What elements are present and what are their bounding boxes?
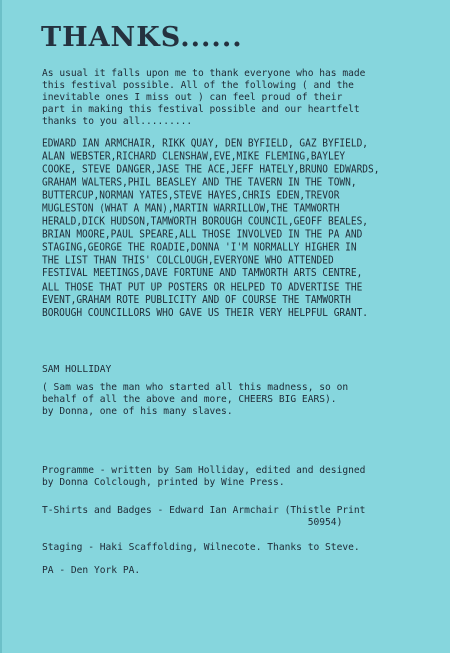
intro-paragraph: As usual it falls upon me to thank everyone who has made this festival possible. All of the following ( and the inevitable ones I miss out ) can feel proud of their part in making this festival possible and our heartfelt thanks to you all.........: [42, 68, 366, 128]
thanks-names-list: EDWARD IAN ARMCHAIR, RIKK QUAY, DEN BYFIELD, GAZ BYFIELD, ALAN WEBSTER,RICHARD CLENSHAW,EVE,MIKE FLEMING,BAYLEY COOKE, STEVE DANGER,JASE THE ACE,JEFF HATELY,BRUNO EDWARDS, GRAHAM WALTERS,PHIL BEASLEY AND THE TAVERN IN THE TOWN, BUTTERCUP,NORMAN YATES,STEVE HAYES,CHRIS EDEN,TREVOR MUGLESTON (WHAT A MAN),MARTIN WARRILLOW,THE TAMWORTH HERALD,DICK HUDSON,TAMWORTH BOROUGH COUNCIL,GEOFF BEALES, BRIAN MOORE,PAUL SPEARE,ALL THOSE INVOLVED IN THE PA AND STAGING,GEORGE THE ROADIE,DONNA 'I'M NORMALLY HIGHER IN THE LIST THAN THIS' COLCLOUGH,EVERYONE WHO ATTENDED FESTIVAL MEETINGS,DAVE FORTUNE AND TAMWORTH ARTS CENTRE, ALL THOSE THAT PUT UP POSTERS OR HELPED TO ADVERTISE THE EVENT,GRAHAM ROTE PUBLICITY AND OF COURSE THE TAMWORTH BOROUGH COUNCILLORS WHO GAVE US THEIR VERY HELPFUL GRANT.: [42, 138, 380, 320]
tshirts-badges-credits: T-Shirts and Badges - Edward Ian Armchair (Thistle Print 50954): [42, 505, 366, 529]
sam-holliday-heading: SAM HOLLIDAY: [42, 364, 112, 375]
page-title: THANKS......: [41, 22, 243, 53]
staging-credits: Staging - Haki Scaffolding, Wilnecote. Thanks to Steve.: [42, 542, 360, 553]
programme-credits: Programme - written by Sam Holliday, edited and designed by Donna Colclough, printed by Wine Press.: [42, 465, 366, 489]
sam-holliday-note: ( Sam was the man who started all this madness, so on behalf of all the above and more, CHEERS BIG EARS). by Donna, one of his many slaves.: [42, 382, 349, 418]
pa-credits: PA - Den York PA.: [42, 565, 141, 576]
